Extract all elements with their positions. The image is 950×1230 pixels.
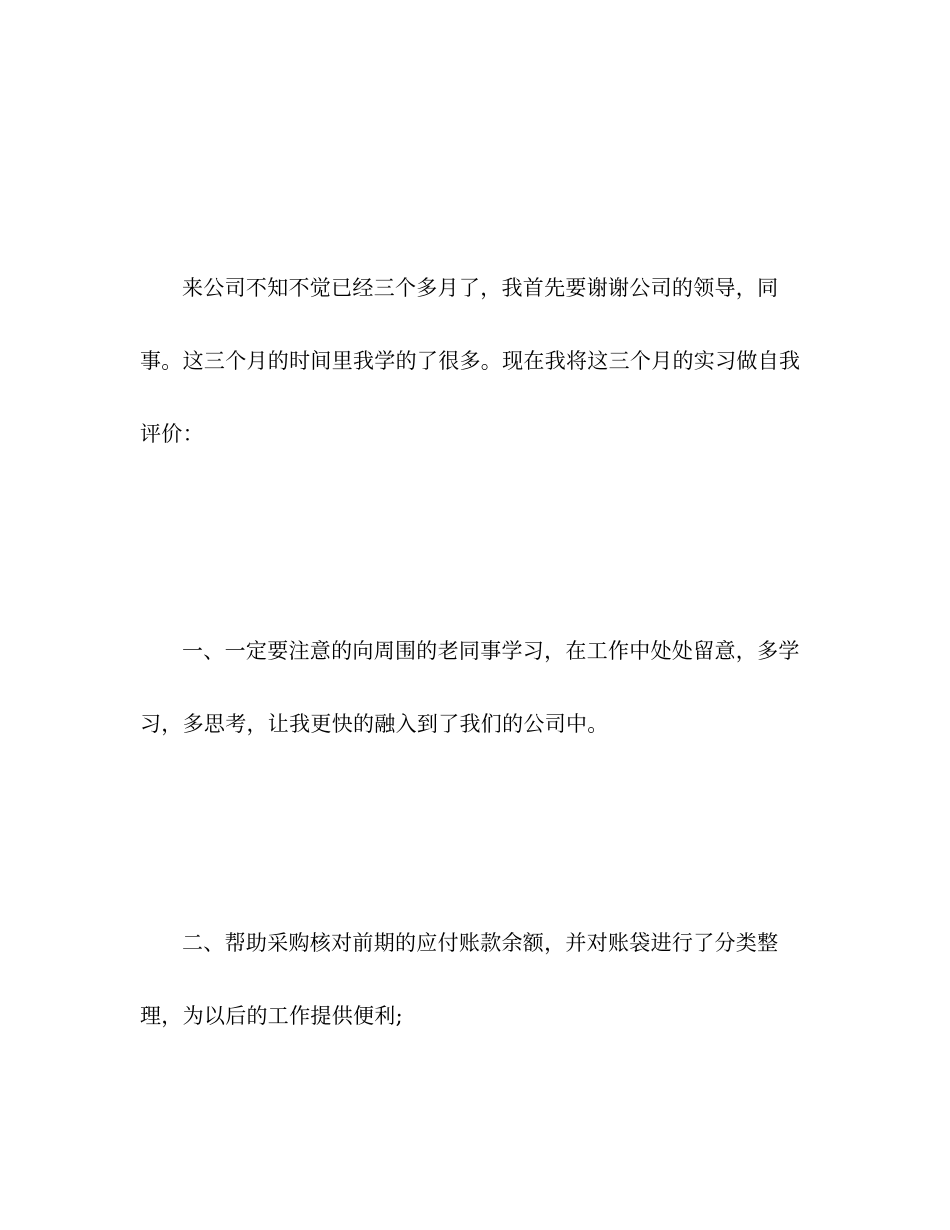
paragraph-intro: 来公司不知不觉已经三个多月了，我首先要谢谢公司的领导，同事。这三个月的时间里我学的了很多。现在我将这三个月的实习做自我评价： (140, 276, 801, 446)
paragraph-point-one: 一、一定要注意的向周围的老同事学习，在工作中处处留意，多学习，多思考，让我更快的融入到了我们的公司中。 (140, 639, 800, 736)
paragraph-point-two: 二、帮助采购核对前期的应付账款余额，并对账袋进行了分类整理，为以后的工作提供便利; (140, 931, 779, 1028)
